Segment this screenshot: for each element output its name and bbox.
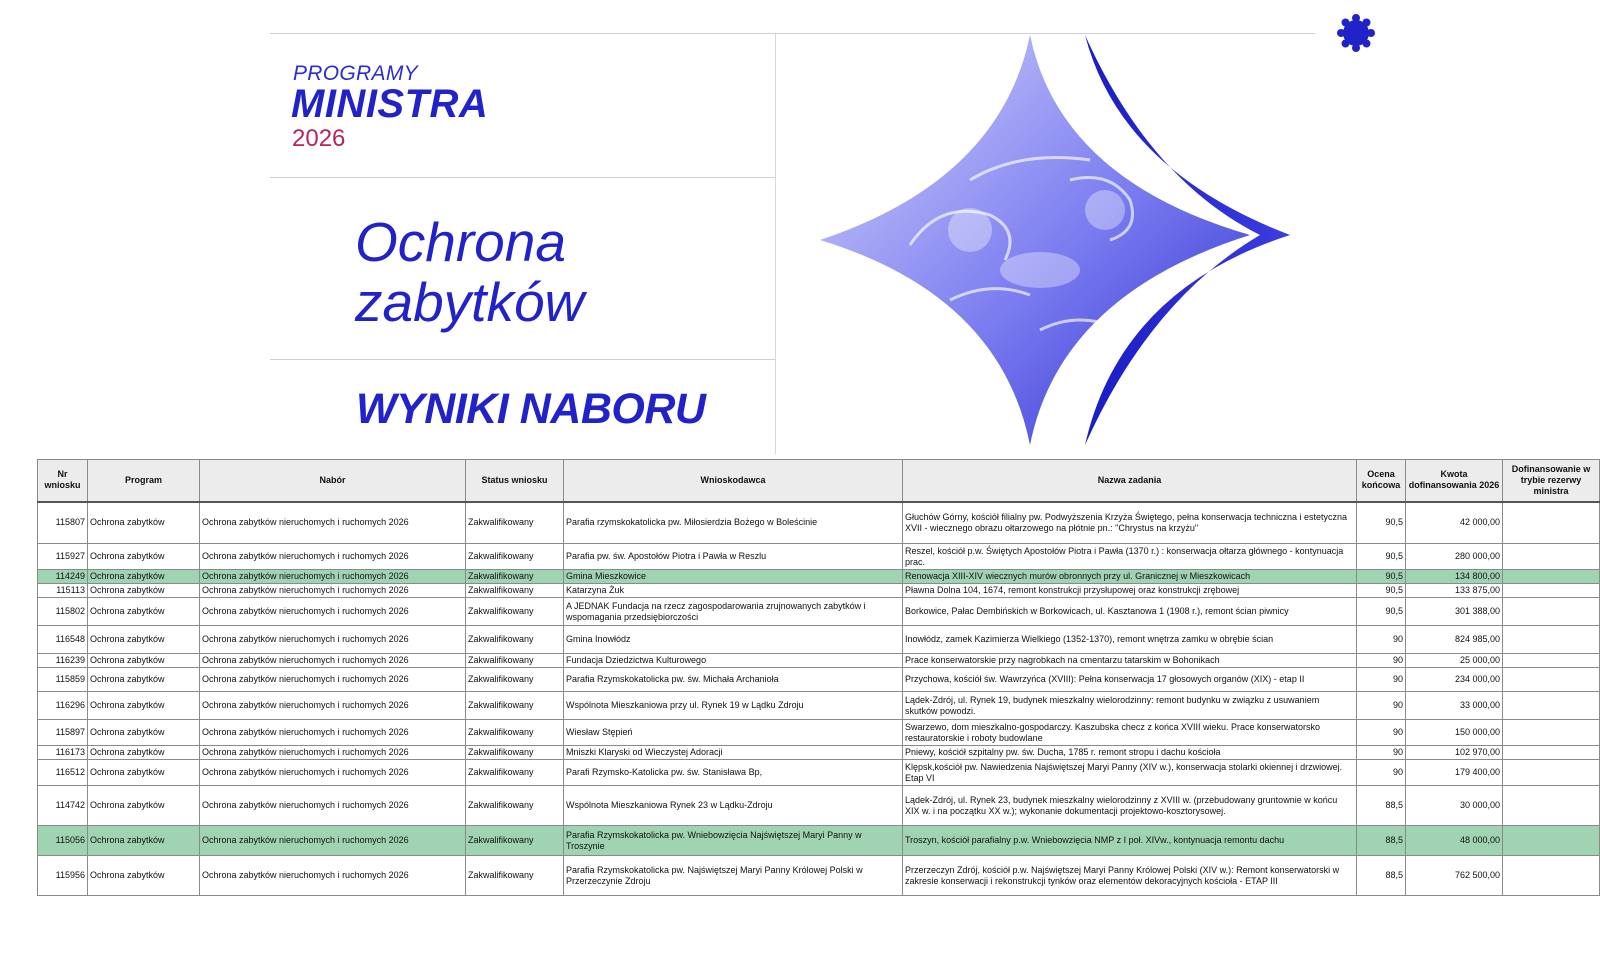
status-cell: Zakwalifikowany [466, 826, 564, 856]
status-cell: Zakwalifikowany [466, 626, 564, 654]
amount-cell: 102 970,00 [1406, 746, 1503, 760]
score-cell: 90 [1357, 692, 1406, 720]
reserve-cell [1503, 720, 1600, 746]
program-cell: Ochrona zabytków [88, 598, 200, 626]
task-name-cell: Inowłódz, zamek Kazimierza Wielkiego (1352-1370), remont wnętrza zamku w obrębie ścian [903, 626, 1357, 654]
table-row [38, 720, 1600, 746]
task-name-cell: Renowacja XIII-XIV wiecznych murów obronnych przy ul. Granicznej w Mieszkowicach [903, 570, 1357, 584]
col-header: Status wniosku [466, 460, 564, 502]
call-cell: Ochrona zabytków nieruchomych i ruchomych 2026 [200, 856, 466, 896]
call-cell: Ochrona zabytków nieruchomych i ruchomych 2026 [200, 786, 466, 826]
reserve-cell [1503, 570, 1600, 584]
applicant-cell: Parafia Rzymskokatolicka pw. Wniebowzięcia Najświętszej Maryi Panny w Troszynie [564, 826, 903, 856]
reserve-cell [1503, 856, 1600, 896]
amount-cell: 30 000,00 [1406, 786, 1503, 826]
task-name-cell: Przerzeczyn Zdrój, kościół p.w. Najświętszej Maryi Panny Królowej Polski (XIV w.): Remont konserwatorski w zakresie konserwacji i rekonstrukcji tynków oraz elementów dekoracyjnych kościoła - ETAP III [903, 856, 1357, 896]
app-number-cell: 115807 [38, 502, 88, 544]
col-header: Dofinansowanie w trybie rezerwy ministra [1503, 460, 1600, 502]
topic-line-1: Ochrona [355, 211, 566, 273]
amount-cell: 134 800,00 [1406, 570, 1503, 584]
call-cell: Ochrona zabytków nieruchomych i ruchomych 2026 [200, 502, 466, 544]
applicant-cell: Parafia Rzymskokatolicka pw. Najświętszej Maryi Panny Królowej Polski w Przerzeczynie Zdroju [564, 856, 903, 896]
col-header: Wnioskodawca [564, 460, 903, 502]
table-row [38, 668, 1600, 692]
task-name-cell: Przychowa, kościół św. Wawrzyńca (XVIII): Pełna konserwacja 17 głosowych organów (XIX) - etap II [903, 668, 1357, 692]
score-cell: 90 [1357, 720, 1406, 746]
table-row [38, 786, 1600, 826]
score-cell: 90,5 [1357, 570, 1406, 584]
applicant-cell: Parafia Rzymskokatolicka pw. św. Michała Archanioła [564, 668, 903, 692]
page-title [355, 212, 584, 332]
task-name-cell: Pławna Dolna 104, 1674, remont konstrukcji przysłupowej oraz konstrukcji zrębowej [903, 584, 1357, 598]
reserve-cell [1503, 760, 1600, 786]
app-number-cell: 116512 [38, 760, 88, 786]
score-cell: 90,5 [1357, 544, 1406, 570]
app-number-cell: 116173 [38, 746, 88, 760]
status-cell: Zakwalifikowany [466, 668, 564, 692]
program-year: 2026 [292, 125, 346, 152]
app-number-cell: 115859 [38, 668, 88, 692]
amount-cell: 150 000,00 [1406, 720, 1503, 746]
applicant-cell: Mniszki Klaryski od Wieczystej Adoracji [564, 746, 903, 760]
task-name-cell: Borkowice, Pałac Dembińskich w Borkowicach, ul. Kasztanowa 1 (1908 r.), remont ścian piwnicy [903, 598, 1357, 626]
program-cell: Ochrona zabytków [88, 626, 200, 654]
call-cell: Ochrona zabytków nieruchomych i ruchomych 2026 [200, 692, 466, 720]
applicant-cell: Parafia pw. św. Apostołów Piotra i Pawła w Reszlu [564, 544, 903, 570]
table-row [38, 584, 1600, 598]
app-number-cell: 114249 [38, 570, 88, 584]
table-row [38, 502, 1600, 544]
applicant-cell: Katarzyna Żuk [564, 584, 903, 598]
reserve-cell [1503, 826, 1600, 856]
applicant-cell: Parafia rzymskokatolicka pw. Miłosierdzia Bożego w Boleścinie [564, 502, 903, 544]
task-name-cell: Głuchów Górny, kościół filialny pw. Podwyższenia Krzyża Świętego, pełna konserwacja techniczna i estetyczna XVII - wiecznego obrazu ołtarzowego na płótnie pn.: "Chrystus na krzyżu" [903, 502, 1357, 544]
score-cell: 90,5 [1357, 598, 1406, 626]
program-cell: Ochrona zabytków [88, 502, 200, 544]
minister-label: MINISTRA [291, 82, 489, 126]
score-cell: 90 [1357, 746, 1406, 760]
reserve-cell [1503, 502, 1600, 544]
program-cell: Ochrona zabytków [88, 570, 200, 584]
call-cell: Ochrona zabytków nieruchomych i ruchomych 2026 [200, 668, 466, 692]
app-number-cell: 116239 [38, 654, 88, 668]
task-name-cell: Lądek-Zdrój, ul. Rynek 19, budynek mieszkalny wielorodzinny: remont budynku w związku z usuwaniem skutków powodzi. [903, 692, 1357, 720]
col-header: Ocena końcowa [1357, 460, 1406, 502]
status-cell: Zakwalifikowany [466, 692, 564, 720]
amount-cell: 133 875,00 [1406, 584, 1503, 598]
program-cell: Ochrona zabytków [88, 654, 200, 668]
table-row [38, 856, 1600, 896]
col-header: Nabór [200, 460, 466, 502]
score-cell: 88,5 [1357, 786, 1406, 826]
table-row [38, 746, 1600, 760]
score-cell: 90,5 [1357, 584, 1406, 598]
program-cell: Ochrona zabytków [88, 720, 200, 746]
program-cell: Ochrona zabytków [88, 760, 200, 786]
program-cell: Ochrona zabytków [88, 856, 200, 896]
reserve-cell [1503, 692, 1600, 720]
status-cell: Zakwalifikowany [466, 584, 564, 598]
task-name-cell: Lądek-Zdrój, ul. Rynek 23, budynek mieszkalny wielorodzinny z XVIII w. (przebudowany gruntownie w końcu XIX w. i na początku XX w.); wykonanie dokumentacji projektowo-kosztorysowej. [903, 786, 1357, 826]
amount-cell: 301 388,00 [1406, 598, 1503, 626]
program-cell: Ochrona zabytków [88, 746, 200, 760]
call-cell: Ochrona zabytków nieruchomych i ruchomych 2026 [200, 570, 466, 584]
amount-cell: 280 000,00 [1406, 544, 1503, 570]
status-cell: Zakwalifikowany [466, 544, 564, 570]
score-cell: 88,5 [1357, 856, 1406, 896]
status-cell: Zakwalifikowany [466, 598, 564, 626]
task-name-cell: Troszyn, kościół parafialny p.w. Wniebowzięcia NMP z I poł. XIVw., kontynuacja remontu dachu [903, 826, 1357, 856]
topic-line-2: zabytków [355, 271, 585, 333]
score-cell: 90 [1357, 654, 1406, 668]
call-cell: Ochrona zabytków nieruchomych i ruchomych 2026 [200, 720, 466, 746]
score-cell: 90 [1357, 760, 1406, 786]
table-row [38, 826, 1600, 856]
applicant-cell: Gmina Inowłódz [564, 626, 903, 654]
status-cell: Zakwalifikowany [466, 760, 564, 786]
call-cell: Ochrona zabytków nieruchomych i ruchomych 2026 [200, 654, 466, 668]
app-number-cell: 115956 [38, 856, 88, 896]
results-heading: WYNIKI NABORU [356, 385, 706, 433]
table-row [38, 544, 1600, 570]
status-cell: Zakwalifikowany [466, 502, 564, 544]
table-row [38, 760, 1600, 786]
program-cell: Ochrona zabytków [88, 584, 200, 598]
app-number-cell: 115802 [38, 598, 88, 626]
amount-cell: 42 000,00 [1406, 502, 1503, 544]
task-name-cell: Swarzewo, dom mieszkalno-gospodarczy. Kaszubska checz z końca XVIII wieku. Prace konserwatorsko restauratorskie i roboty budowlane [903, 720, 1357, 746]
col-header: Program [88, 460, 200, 502]
applicant-cell: A JEDNAK Fundacja na rzecz zagospodarowania zrujnowanych zabytków i wspomagania przedsiębiorczości [564, 598, 903, 626]
app-number-cell: 116548 [38, 626, 88, 654]
score-cell: 88,5 [1357, 826, 1406, 856]
program-cell: Ochrona zabytków [88, 668, 200, 692]
banner-rule-1 [270, 177, 775, 178]
app-number-cell: 115113 [38, 584, 88, 598]
reserve-cell [1503, 544, 1600, 570]
applicant-cell: Wspólnota Mieszkaniowa Rynek 23 w Lądku-Zdroju [564, 786, 903, 826]
reserve-cell [1503, 746, 1600, 760]
table-row [38, 598, 1600, 626]
amount-cell: 33 000,00 [1406, 692, 1503, 720]
table-row [38, 570, 1600, 584]
task-name-cell: Klępsk,kościół pw. Nawiedzenia Najświętszej Maryi Panny (XIV w.), konserwacja stolarki okiennej i drzwiowej. Etap VI [903, 760, 1357, 786]
reserve-cell [1503, 654, 1600, 668]
amount-cell: 25 000,00 [1406, 654, 1503, 668]
call-cell: Ochrona zabytków nieruchomych i ruchomych 2026 [200, 760, 466, 786]
score-cell: 90 [1357, 668, 1406, 692]
results-table-container [37, 459, 1599, 921]
program-cell: Ochrona zabytków [88, 544, 200, 570]
col-header: Nr wniosku [38, 460, 88, 502]
table-row [38, 654, 1600, 668]
task-name-cell: Reszel, kościół p.w. Świętych Apostołów Piotra i Pawła (1370 r.) : konserwacja ołtarza głównego - kontynuacja prac. [903, 544, 1357, 570]
program-cell: Ochrona zabytków [88, 692, 200, 720]
status-cell: Zakwalifikowany [466, 720, 564, 746]
program-cell: Ochrona zabytków [88, 826, 200, 856]
score-cell: 90 [1357, 626, 1406, 654]
reserve-cell [1503, 668, 1600, 692]
amount-cell: 234 000,00 [1406, 668, 1503, 692]
program-cell: Ochrona zabytków [88, 786, 200, 826]
col-header: Nazwa zadania [903, 460, 1357, 502]
call-cell: Ochrona zabytków nieruchomych i ruchomych 2026 [200, 746, 466, 760]
column-capital-star-icon [820, 30, 1320, 460]
score-cell: 90,5 [1357, 502, 1406, 544]
applicant-cell: Gmina Mieszkowice [564, 570, 903, 584]
app-number-cell: 115927 [38, 544, 88, 570]
applicant-cell: Fundacja Dziedzictwa Kulturowego [564, 654, 903, 668]
table-header-row [38, 460, 1600, 502]
applicant-cell: Parafi Rzymsko-Katolicka pw. św. Stanisława Bp, [564, 760, 903, 786]
amount-cell: 762 500,00 [1406, 856, 1503, 896]
applicant-cell: Wspólnota Mieszkaniowa przy ul. Rynek 19 w Lądku Zdroju [564, 692, 903, 720]
status-cell: Zakwalifikowany [466, 746, 564, 760]
call-cell: Ochrona zabytków nieruchomych i ruchomych 2026 [200, 584, 466, 598]
amount-cell: 179 400,00 [1406, 760, 1503, 786]
call-cell: Ochrona zabytków nieruchomych i ruchomych 2026 [200, 826, 466, 856]
app-number-cell: 115897 [38, 720, 88, 746]
status-cell: Zakwalifikowany [466, 570, 564, 584]
call-cell: Ochrona zabytków nieruchomych i ruchomych 2026 [200, 598, 466, 626]
app-number-cell: 114742 [38, 786, 88, 826]
banner-rule-2 [270, 359, 775, 360]
banner-divider [775, 34, 776, 454]
call-cell: Ochrona zabytków nieruchomych i ruchomych 2026 [200, 626, 466, 654]
table-row [38, 692, 1600, 720]
app-number-cell: 116296 [38, 692, 88, 720]
col-header: Kwota dofinansowania 2026 [1406, 460, 1503, 502]
programs-label: PROGRAMY [293, 62, 418, 85]
applicant-cell: Wiesław Stępień [564, 720, 903, 746]
table-body [38, 502, 1600, 896]
app-number-cell: 115056 [38, 826, 88, 856]
reserve-cell [1503, 584, 1600, 598]
table-row [38, 626, 1600, 654]
ministry-logo-icon [1335, 12, 1377, 54]
results-table [37, 459, 1600, 896]
reserve-cell [1503, 626, 1600, 654]
reserve-cell [1503, 598, 1600, 626]
amount-cell: 48 000,00 [1406, 826, 1503, 856]
call-cell: Ochrona zabytków nieruchomych i ruchomych 2026 [200, 544, 466, 570]
status-cell: Zakwalifikowany [466, 786, 564, 826]
status-cell: Zakwalifikowany [466, 654, 564, 668]
amount-cell: 824 985,00 [1406, 626, 1503, 654]
task-name-cell: Prace konserwatorskie przy nagrobkach na cmentarzu tatarskim w Bohonikach [903, 654, 1357, 668]
status-cell: Zakwalifikowany [466, 856, 564, 896]
task-name-cell: Pniewy, kościół szpitalny pw. św. Ducha, 1785 r. remont stropu i dachu kościoła [903, 746, 1357, 760]
reserve-cell [1503, 786, 1600, 826]
